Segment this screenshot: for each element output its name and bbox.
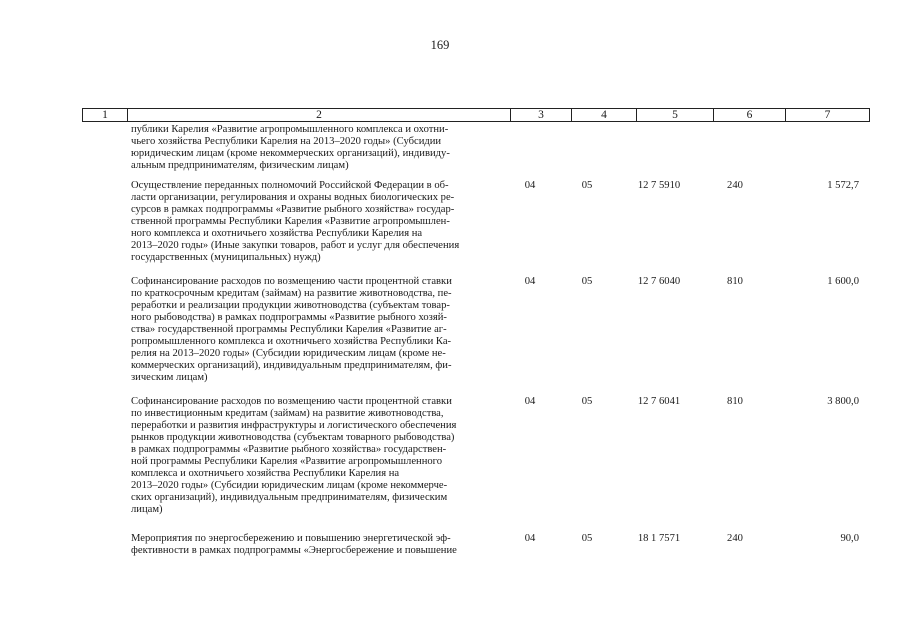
row-target-article: 12 7 6041: [637, 396, 681, 407]
row-target-article: 18 1 7571: [637, 533, 681, 544]
row-target-article: 12 7 6040: [637, 276, 681, 287]
row-expense-type: 240: [727, 533, 743, 544]
row-description: публики Карелия «Развитие агропромышленного комплекса и охотни- чьего хозяйства Республики Карелия на 2013–2020 годы» (Субсидии юридическим лицам (кроме некоммерческих организаций), индивиду- альным предпринимателям, физическим лицам): [131, 124, 450, 172]
row-amount: 90,0: [840, 533, 859, 544]
row-section-code: 04: [524, 276, 536, 287]
row-description: Софинансирование расходов по возмещению части процентной ставки по краткосрочным кредитам (займам) на развитие животноводства, пе- реработки и реализации продукции животноводства (субъектам товар- ного рыбоводства) в рамках подпрограммы «Развитие рыбного хозяй- ства» государственной программы Республики Карелия «Развитие аг- ропромышленного комплекса и охотничьего хозяйства Республики Ка- релия на 2013–2020 годы» (Субсидии юридическим лицам (кроме не- коммерческих организаций), индивидуальным предпринимателям, фи- зическим лицам): [131, 276, 452, 384]
row-description: Софинансирование расходов по возмещению части процентной ставки по инвестиционным кредитам (займам) на развитие животноводства, переработки и развития инфраструктуры и логистического обеспечения рынков продукции животноводства (субъектам товарного рыбоводства) в рамках подпрограммы «Развитие рыбного хозяйства» государствен- ной программы Республики Карелия «Развитие агропромышленного комплекса и охотничьего хозяйства Республики Карелия на 2013–2020 годы» (Субсидии юридическим лицам (кроме некоммерче- ских организаций), индивидуальным предпринимателям, физическим лицам): [131, 396, 457, 516]
column-header-7: 7: [786, 109, 870, 122]
row-description: Осуществление переданных полномочий Российской Федерации в об- ласти организации, регулирования и охраны водных биологических ре- сурсов в рамках подпрограммы «Развитие рыбного хозяйства» государ- ственной программы Республики Карелия «Развитие агропромышлен- ного комплекса и охотничьего хозяйства Республики Карелия на 2013–2020 годы» (Иные закупки товаров, работ и услуг для обеспечения государственных (муниципальных) нужд): [131, 180, 460, 264]
column-header-3: 3: [511, 109, 572, 122]
row-subsection-code: 05: [581, 276, 593, 287]
column-header-6: 6: [714, 109, 786, 122]
column-header-row: [82, 108, 870, 122]
row-target-article: 12 7 5910: [637, 180, 681, 191]
row-section-code: 04: [524, 396, 536, 407]
row-expense-type: 810: [727, 396, 743, 407]
column-header-5: 5: [637, 109, 714, 122]
column-header-4: 4: [572, 109, 637, 122]
row-amount: 3 800,0: [827, 396, 859, 407]
row-subsection-code: 05: [581, 533, 593, 544]
row-description: Мероприятия по энергосбережению и повышению энергетической эф- фективности в рамках подпрограммы «Энергосбережение и повышение: [131, 533, 457, 557]
row-section-code: 04: [524, 180, 536, 191]
row-amount: 1 600,0: [827, 276, 859, 287]
page-number: 169: [430, 38, 450, 52]
column-header-2: 2: [128, 109, 511, 122]
row-section-code: 04: [524, 533, 536, 544]
row-subsection-code: 05: [581, 180, 593, 191]
row-subsection-code: 05: [581, 396, 593, 407]
row-expense-type: 240: [727, 180, 743, 191]
row-amount: 1 572,7: [827, 180, 859, 191]
row-expense-type: 810: [727, 276, 743, 287]
column-header-1: 1: [83, 109, 128, 122]
